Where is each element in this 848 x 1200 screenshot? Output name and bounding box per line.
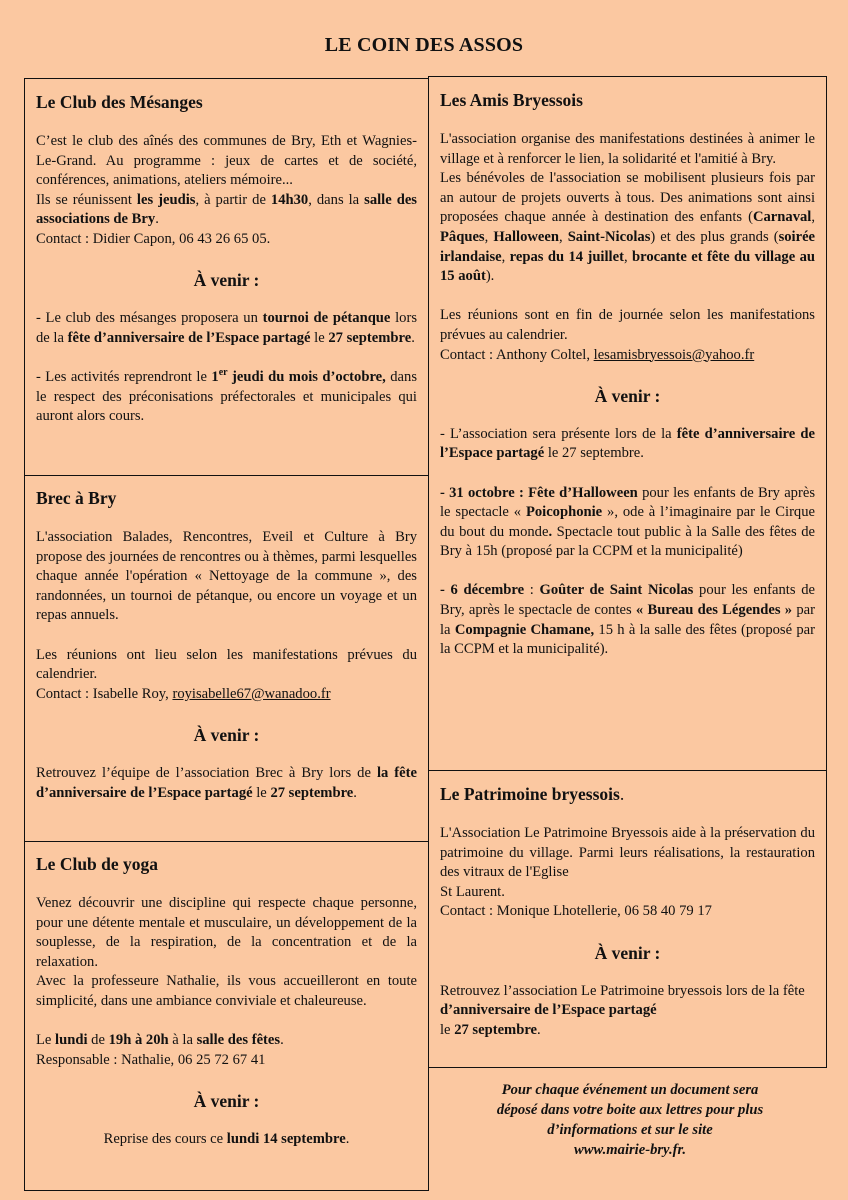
brec-a-bry-email-link[interactable]: royisabelle67@wanadoo.fr — [172, 685, 331, 702]
club-yoga-title: Le Club de yoga — [36, 854, 159, 874]
club-yoga-responsable: Responsable : Nathalie, 06 25 72 67 41 — [36, 1051, 266, 1068]
page-title: LE COIN DES ASSOS — [324, 34, 524, 56]
club-mesanges-event-reprise: - Les activités reprendront le 1er jeudi du mois d’octobre, dans le respect des préconisations préfectorales et municipales qui auront alors cours. — [36, 367, 417, 425]
amis-bryessois-avenir-heading: À venir : — [594, 385, 661, 406]
club-mesanges-avenir-heading: À venir : — [193, 270, 260, 291]
amis-bryessois-box — [428, 76, 827, 771]
club-yoga-avenir-heading: À venir : — [193, 1090, 260, 1111]
amis-bryessois-event-saint-nicolas: - 6 décembre : Goûter de Saint Nicolas pour les enfants de Bry, après le spectacle de contes « Bureau des Légendes » par la Compagnie Chamane, 15 h à la salle des fêtes (proposé par la CCPM et la municipalité). — [440, 582, 816, 658]
club-mesanges-description: C’est le club des aînés des communes de Bry, Eth et Wagnies-Le-Grand. Au programme : jeux de cartes et de société, conférences, animations, ateliers mémoire... Ils se réunissent les jeudis, à partir de 14h30, dans la salle des associations de Bry. Contact : Didier Capon, 06 43 26 65 05. — [36, 133, 417, 247]
club-mesanges-box — [24, 78, 429, 476]
footer-website-link[interactable]: www.mairie-bry.fr. — [573, 1142, 687, 1158]
brec-a-bry-meetings: Les réunions ont lieu selon les manifestations prévues du calendrier. Contact : Isabelle Roy, royisabelle67@wanadoo.fr — [36, 646, 417, 702]
patrimoine-bryessois-title: Le Patrimoine bryessois. — [440, 784, 625, 804]
footer-line: déposé dans votre boite aux lettres pour plus — [496, 1102, 764, 1118]
club-mesanges-event-petanque: - Le club des mésanges proposera un tournoi de pétanque lors de la fête d’anniversaire de l’Espace partagé le 27 septembre. — [36, 310, 417, 346]
patrimoine-bryessois-avenir-heading: À venir : — [594, 942, 661, 963]
brec-a-bry-title: Brec à Bry — [36, 488, 117, 508]
amis-bryessois-title: Les Amis Bryessois — [440, 90, 583, 110]
footer-line: d’informations et sur le site — [547, 1122, 713, 1138]
amis-bryessois-event-anniversaire: - L’association sera présente lors de la fête d’anniversaire de l’Espace partagé le 27 septembre. — [440, 425, 815, 462]
brec-a-bry-event: Retrouvez l’équipe de l’association Brec à Bry lors de la fête d’anniversaire de l’Espace partagé le 27 septembre. — [36, 764, 417, 801]
club-mesanges-contact: Contact : Didier Capon, 06 43 26 65 05. — [36, 230, 271, 247]
patrimoine-bryessois-box — [428, 770, 827, 1068]
amis-bryessois-event-halloween: - 31 octobre : Fête d’Halloween pour les enfants de Bry après le spectacle « Poicophonie », ode à l’imaginaire par le Cirque du bout du monde. Spectacle tout public à la Salle des fêtes de Bry à 15h (proposé par la CCPM et la municipalité) — [440, 484, 815, 560]
club-yoga-schedule: Le lundi de 19h à 20h à la salle des fêtes. Responsable : Nathalie, 06 25 72 67 41 — [36, 1032, 284, 1068]
amis-bryessois-email-link[interactable]: lesamisbryessois@yahoo.fr — [593, 346, 755, 363]
club-yoga-description: Venez découvrir une discipline qui respecte chaque personne, pour une détente mentale et musculaire, un développement de la souplesse, de la respiration, de la concentration et de la relaxation. Avec la professeure Nathalie, ils vous accueilleront en toute simplicité, dans une ambiance conviviale et chaleureuse. — [36, 895, 417, 1009]
brec-a-bry-description: L'association Balades, Rencontres, Eveil et Culture à Bry propose des journées de rencontres ou à thèmes, parmi lesquelles chaque année l'opération « Nettoyage de la commune », des randonnées, un tournoi de pétanque, ou encore un voyage et un repas annuels. — [36, 529, 417, 624]
club-yoga-box — [24, 841, 429, 1191]
footer-line: Pour chaque événement un document sera — [501, 1082, 759, 1098]
brec-a-bry-box — [24, 475, 429, 842]
club-yoga-event: Reprise des cours ce lundi 14 septembre. — [103, 1130, 350, 1147]
patrimoine-bryessois-event: Retrouvez l’association Le Patrimoine bryessois lors de la fête d’anniversaire de l’Espace partagé le 27 septembre. — [440, 982, 805, 1038]
footer-note — [434, 1080, 826, 1160]
amis-bryessois-description: L'association organise des manifestations destinées à animer le village et à renforcer le lien, la solidarité et l'amitié à Bry. Les bénévoles de l'association se mobilisent plusieurs fois par an autour de projets ouverts à tous. Des animations sont ainsi proposées chaque année à destination des enfants (Carnaval, Pâques, Halloween, Saint-Nicolas) et des plus grands (soirée irlandaise, repas du 14 juillet, brocante et fête du village au 15 août). — [440, 131, 816, 285]
patrimoine-bryessois-contact: Contact : Monique Lhotellerie, 06 58 40 79 17 — [440, 903, 712, 920]
brec-a-bry-avenir-heading: À venir : — [193, 724, 260, 745]
club-mesanges-title: Le Club des Mésanges — [36, 92, 203, 112]
amis-bryessois-meetings: Les réunions sont en fin de journée selon les manifestations prévues au calendrier. Contact : Anthony Coltel, lesamisbryessois@yahoo.fr — [440, 307, 815, 363]
patrimoine-bryessois-description: L'Association Le Patrimoine Bryessois aide à la préservation du patrimoine du village. Parmi leurs réalisations, la restauration des vitraux de l'Eglise St Laurent. Contact : Monique Lhotellerie, 06 58 40 79 17 — [440, 825, 815, 920]
